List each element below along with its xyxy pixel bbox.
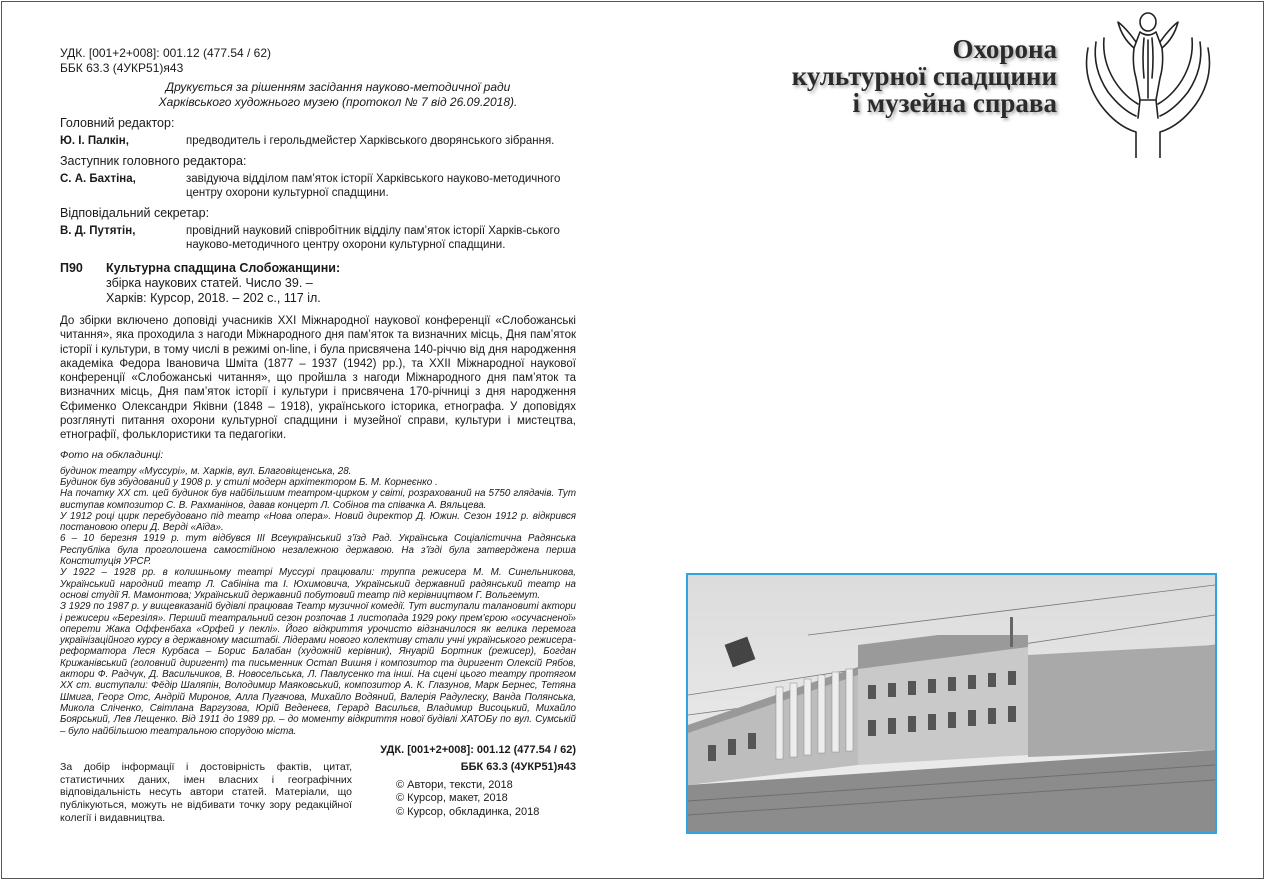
catalog-title: Культурна спадщина Слобожанщини: (106, 261, 341, 275)
editor-entry (60, 224, 576, 252)
udk-code: УДК. [001+2+008]: 001.12 (477.54 / 62) (60, 46, 272, 60)
caption-paragraph: У 1922 – 1928 рр. в колишньому театрі Муссурі працювали: труппа режисера М. М. Синельникова, Український народний театр Л. Сабініна та І. Юхимовича, Український державний радянський театр на основі студії Я. Мамонтова; Український державний побутовий театр під керівництвом Г. Вольгемут. (60, 567, 576, 601)
editor-role: Головний редактор: (60, 116, 175, 130)
copyright-line: © Автори, тексти, 2018 (396, 778, 513, 791)
theatre-photo-image (688, 575, 1215, 832)
copyright-line: © Курсор, макет, 2018 (396, 792, 508, 805)
catalog-body (106, 261, 340, 306)
caption-paragraph: будинок театру «Муссурі», м. Харків, вул. Благовіщенська, 28. (60, 465, 352, 477)
right-bottom (396, 761, 576, 825)
series-title-line: культурної спадщини (791, 61, 1057, 91)
approval-line: Друкується за рішенням засідання науково-методичної ради (165, 80, 511, 94)
caption-paragraph: У 1912 році цирк перебудовано під театр «Нова опера». Новий директор Д. Южин. Сезон 1912 р. відкрився постановою опери Д. Верді «Аїда». (60, 510, 576, 534)
hands-figure-logo-icon (1078, 8, 1218, 158)
udk-code-repeat: УДК. [001+2+008]: 001.12 (477.54 / 62) (380, 743, 576, 756)
approval-note (60, 80, 576, 110)
editor-entry (60, 134, 576, 148)
bottom-block (60, 761, 576, 825)
editor-desc: провідний науковий співробітник відділу пам’яток історії Харків-ського науково-методичного центру охорони культурної спадщини. (186, 225, 560, 251)
caption-paragraph: Будинок був збудований у 1908 р. у стилі модерн архітектором Б. М. Корнеєнко . (60, 476, 438, 488)
copyrights (396, 779, 576, 820)
editor-name: В. Д. Путятін, (60, 225, 136, 237)
caption-paragraph: З 1929 по 1987 р. у вищевказаній будівлі працював Театр музичної комедії. Тут виступали талановиті актори і режисери «Березіля». Перший театральний сезон розпочав 1 листопада 1929 року прем’єрою «осучасненої» оперети Жака Оффенбаха «Орфей у пеклі». Його відкриття урочисто відзначилося як велика перемога українізаційного курсу в державному масштабі. Лідерами нового колективу стали учні українського режисера-реформатора Леся Курбаса – Борис Балабан (художній керівник), Януарій Бортник (режисер), Богдан Крижанівський (головний диригент) та письменник Остап Вишня і композитор та диригент Олексій Рябов, актори Ф. Радчук, Д. Васильчиков, В. Новосельська, Л. Павлусенко та інші. На сцені цього театру протягом XX ст. виступали: Фёдір Шаляпін, Володимир Маяковський, композитор А. К. Глазунов, Марк Бернес, Тетяна Шмига, Георг Отс, Андрій Миронов, Алла Пугачова, Михайло Водяний, Валерія Радулеску, Ванда Полянська, Микола Сліченко, Світлана Варгузова, Юрій Веденеєв, Герард Васильєв, Владимир Висоцький, Михайло Боярський, Лев Лещенко. Від 1911 до 1989 рр. – до моменту відкриття нової будівлі ХАТОБу по вул. Сумській – було найбільшою театральною спорудою міста. (60, 601, 576, 737)
series-title-line: і музейна справа (852, 88, 1057, 118)
disclaimer: За добір інформації і достовірність фактів, цитат, статистичних даних, імен власних і географічних відповідальність несуть автори статей. Матеріали, що публікуються, можуть не відбивати точку зору редакційної колегії і видавництва. (60, 760, 352, 824)
catalog-entry (60, 261, 576, 306)
editor-desc: предводитель і герольдмейстер Харківського дворянського зібрання. (186, 135, 555, 147)
photo-heading: Фото на обкладинці: (60, 448, 164, 461)
caption-paragraph: 6 – 10 березня 1919 р. тут відбувся III Всеукраїнський з’їзд Рад. Українська Соціалістична Радянська Республіка була проголошена самостійною незалежною державою. На з’їзді була затверджена перша Конституція УРСР. (60, 533, 576, 568)
catalog-line: збірка наукових статей. Число 39. – (106, 276, 313, 290)
photo-captions (60, 466, 576, 737)
series-title (792, 36, 1057, 117)
editorial-board (60, 116, 576, 252)
bbk-code: ББК 63.3 (4УКР51)я43 (60, 61, 184, 75)
caption-paragraph: На початку XX ст. цей будинок був найбільшим театром-цирком у світі, розрахований на 5750 глядачів. Тут виступав композитор С. В. Рахманінов, давав концерт Л. Собінов та співачка А. Вяльцева. (60, 488, 576, 511)
bbk-code-repeat: ББК 63.3 (4УКР51)я43 (460, 760, 576, 773)
approval-line: Харківського художнього музею (протокол № 7 від 26.09.2018). (158, 95, 518, 109)
editor-role: Заступник головного редактора: (60, 154, 247, 168)
series-title-line: Охорона (952, 34, 1057, 64)
editor-name: Ю. І. Палкін, (60, 135, 129, 147)
catalog-line: Харків: Курсор, 2018. – 202 с., 117 іл. (106, 291, 321, 305)
catalog-code: П90 (60, 261, 83, 275)
theatre-building-photo (686, 573, 1217, 834)
editor-entry (60, 172, 576, 200)
abstract: До збірки включено доповіді учасників XXI Міжнародної наукової конференції «Слобожанські читання», яка проходила з нагоди Міжнародного дня пам’яток та визначних місць, Дня пам’яток історії і культури, в тому числі в режимі on-line, і була присвячена 140-річчю від дня народження академіка Федора Івановича Шміта (1877 – 1937 (1942) рр.), та XXII Міжнародної наукової конференції «Слобожанські читання», що пройшла з нагоди Міжнародного дня пам’яток та визначних місць, Дня пам’яток історії і культури і присвячена 170-річниці з дня народження Єфименко Олександри Яківни (1848 – 1918), українського історика, етнографа. У доповідях розглянуті питання охорони культурної спадщини і музейної справи, культури і мистецтва, етнографії, фольклористики та педагогіки. (60, 315, 576, 442)
editor-name: С. А. Бахтіна, (60, 173, 136, 185)
copyright-line: © Курсор, обкладинка, 2018 (396, 805, 540, 818)
imprint-column (60, 46, 576, 825)
editor-role: Відповідальний секретар: (60, 206, 210, 220)
editor-desc: завідуюча відділом пам’яток історії Харківського науково-методичного центру охорони культурної спадщини. (186, 173, 561, 199)
